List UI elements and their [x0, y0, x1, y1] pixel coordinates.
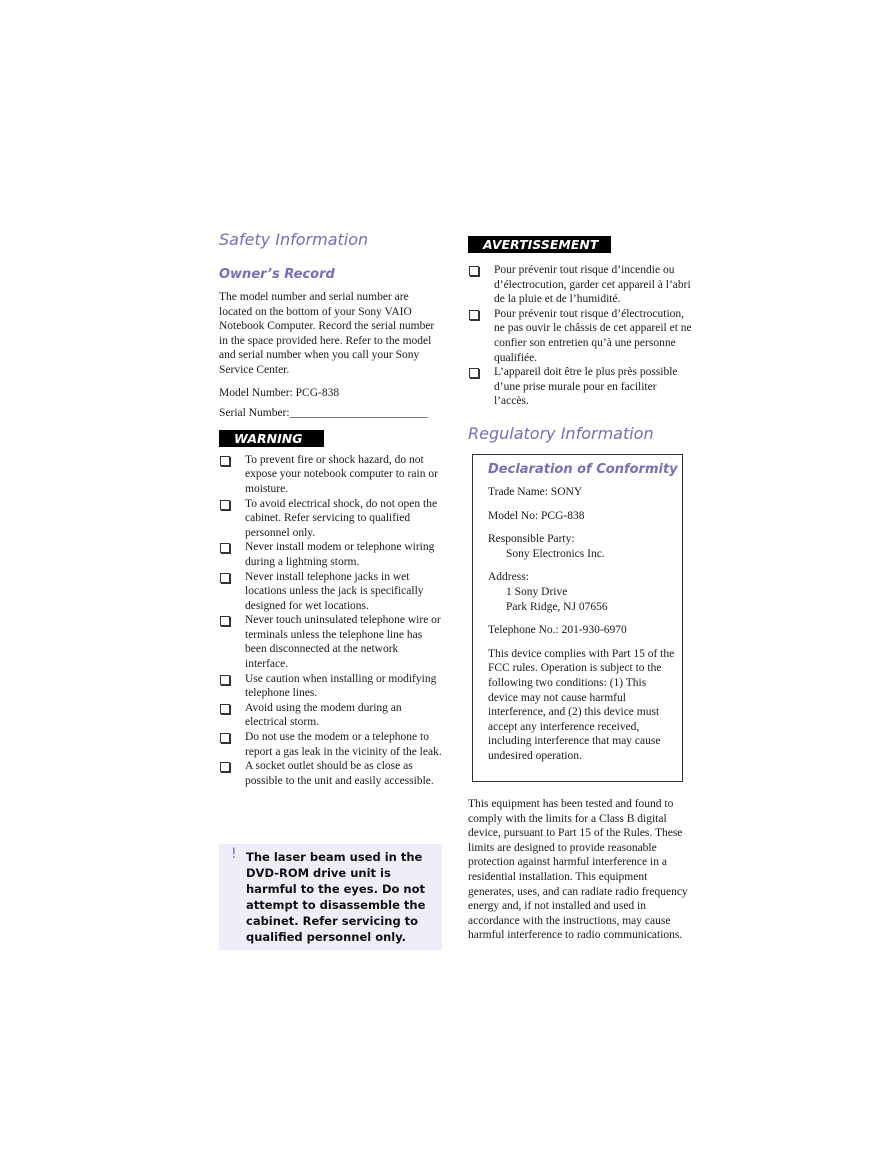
fcc-text: This device complies with Part 15 of the FCC rules. Operation is subject to the following two conditions: (1) This device may not cause harmful interference, and (2) this device must accept any interference received, including interference that may cause undesired operation. — [488, 647, 675, 762]
list-item: To avoid electrical shock, do not open the cabinet. Refer servicing to qualified personnel only. — [219, 497, 443, 541]
declaration-heading: Declaration of Conformity — [488, 462, 678, 477]
checkbox-bullet-icon — [220, 616, 230, 626]
left-column — [219, 228, 443, 788]
list-item: Never install telephone jacks in wet locations unless the jack is specifically designed for wet locations. — [219, 570, 443, 614]
list-item: Use caution when installing or modifying telephone lines. — [219, 672, 443, 701]
telephone: Telephone No.: 201-930-6970 — [488, 624, 627, 637]
warning-label: WARNING — [219, 430, 324, 447]
warning-list — [219, 453, 443, 789]
address-line-2: Park Ridge, NJ 07656 — [506, 600, 608, 613]
list-item: Never touch uninsulated telephone wire or terminals unless the telephone line has been disconnected at the network interface. — [219, 613, 443, 671]
right-column — [468, 228, 692, 446]
owners-record-text: The model number and serial number are located on the bottom of your Sony VAIO Notebook Computer. Record the serial number in the space provided here. Refer to the model and serial number when you call your Sony Service Center. — [219, 291, 435, 376]
owners-record-heading: Owner’s Record — [219, 267, 335, 282]
class-b-text: This equipment has been tested and found to comply with the limits for a Class B digital device, pursuant to Part 15 of the Rules. These limits are designed to provide reasonable protection against harmful interference in a residential installation. This equipment generates, uses, and can radiate radio frequency energy and, if not installed and used in accordance with the instructions, may cause harmful interference to radio communications. — [468, 798, 688, 942]
checkbox-bullet-icon — [220, 543, 230, 553]
responsible-party-label: Responsible Party: — [488, 533, 575, 546]
checkbox-bullet-icon — [220, 675, 230, 685]
checkbox-bullet-icon — [220, 500, 230, 510]
list-item: Do not use the modem or a telephone to report a gas leak in the vicinity of the leak. — [219, 730, 443, 759]
address-label: Address: — [488, 571, 529, 584]
checkbox-bullet-icon — [469, 368, 479, 378]
list-item: Avoid using the modem during an electrical storm. — [219, 701, 443, 730]
regulatory-title: Regulatory Information — [468, 423, 654, 443]
laser-note-text: The laser beam used in the DVD-ROM drive unit is harmful to the eyes. Do not attempt to disassemble the cabinet. Refer servicing to qualified personnel only. — [246, 850, 426, 944]
address-line-1: 1 Sony Drive — [506, 585, 568, 598]
trade-name: Trade Name: SONY — [488, 486, 583, 498]
serial-number: Serial Number:________________________ — [219, 407, 428, 420]
list-item: Never install modem or telephone wiring during a lightning storm. — [219, 540, 443, 569]
responsible-party: Sony Electronics Inc. — [506, 547, 605, 560]
model-no: Model No: PCG-838 — [488, 509, 585, 522]
list-item: To prevent fire or shock hazard, do not expose your notebook computer to rain or moisture. — [219, 453, 443, 497]
checkbox-bullet-icon — [220, 733, 230, 743]
safety-title: Safety Information — [219, 230, 369, 249]
checkbox-bullet-icon — [220, 573, 230, 583]
avertissement-label: AVERTISSEMENT — [468, 236, 611, 253]
checkbox-bullet-icon — [220, 704, 230, 714]
list-item: L’appareil doit être le plus près possible d’une prise murale pour en faciliter l’accès. — [468, 365, 692, 409]
list-item: Pour prévenir tout risque d’électrocution, ne pas ouvir le châssis de cet appareil et ne confier son entretien qu’à une personne qualifiée. — [468, 307, 692, 365]
list-item: A socket outlet should be as close as possible to the unit and easily accessible. — [219, 759, 443, 788]
checkbox-bullet-icon — [469, 310, 479, 320]
avertissement-list — [468, 263, 692, 409]
model-number: Model Number: PCG-838 — [219, 386, 340, 399]
declaration-box — [472, 454, 683, 782]
laser-note — [219, 844, 442, 950]
checkbox-bullet-icon — [220, 762, 230, 772]
list-item: Pour prévenir tout risque d’incendie ou d’électrocution, garder cet appareil à l’abri de la pluie et de l’humidité. — [468, 263, 692, 307]
checkbox-bullet-icon — [469, 266, 479, 276]
exclamation-icon: ! — [231, 846, 237, 862]
checkbox-bullet-icon — [220, 456, 230, 466]
